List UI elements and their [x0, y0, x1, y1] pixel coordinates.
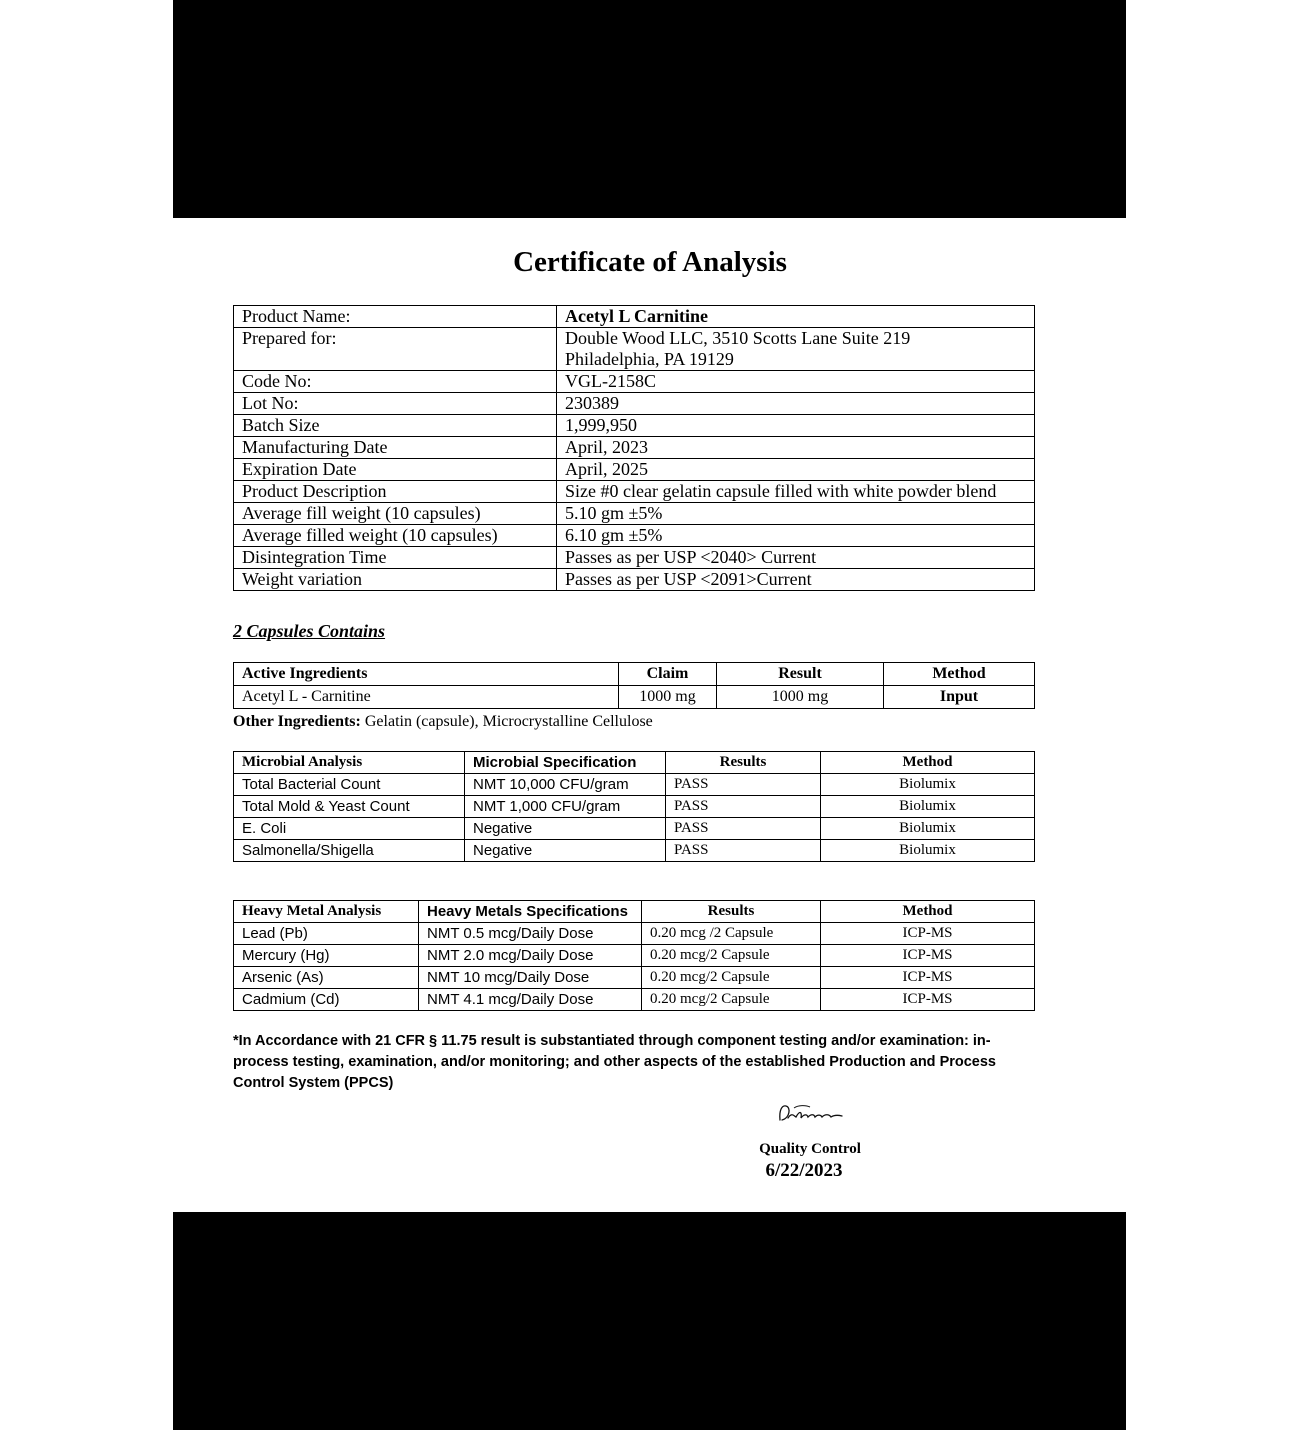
column-header: Method — [821, 752, 1035, 774]
info-label: Prepared for: — [234, 328, 557, 371]
info-value: 230389 — [557, 393, 1035, 415]
table-row — [234, 415, 1035, 437]
table-row — [234, 328, 1035, 371]
table-header-row — [234, 663, 1035, 686]
table-cell: Arsenic (As) — [234, 967, 419, 989]
table-cell: Mercury (Hg) — [234, 945, 419, 967]
table-cell: 0.20 mcg /2 Capsule — [642, 923, 821, 945]
address-line-2: Philadelphia, PA 19129 — [565, 349, 734, 369]
info-value: April, 2023 — [557, 437, 1035, 459]
info-label: Average fill weight (10 capsules) — [234, 503, 557, 525]
table-cell: 0.20 mcg/2 Capsule — [642, 989, 821, 1011]
table-cell: 0.20 mcg/2 Capsule — [642, 945, 821, 967]
info-value: VGL-2158C — [557, 371, 1035, 393]
info-value: Passes as per USP <2040> Current — [557, 547, 1035, 569]
table-cell: 0.20 mcg/2 Capsule — [642, 967, 821, 989]
table-cell: Input — [884, 686, 1035, 709]
table-row — [234, 967, 1035, 989]
table-cell: 1000 mg — [619, 686, 717, 709]
column-header: Active Ingredients — [234, 663, 619, 686]
signature-role: Quality Control — [759, 1141, 861, 1157]
info-label: Expiration Date — [234, 459, 557, 481]
compliance-footnote: *In Accordance with 21 CFR § 11.75 result is substantiated through component testing and/or examination: in-process testing, examination, and/or monitoring; and other aspects of the established Production and Process Control System (PPCS) — [233, 1033, 996, 1091]
heavy-metal-analysis-table — [233, 900, 1035, 1011]
table-row — [234, 945, 1035, 967]
table-row — [234, 371, 1035, 393]
document-title: Certificate of Analysis — [513, 246, 787, 278]
table-cell: NMT 10,000 CFU/gram — [465, 774, 666, 796]
other-ingredients — [233, 713, 653, 731]
table-row — [234, 840, 1035, 862]
info-value: Passes as per USP <2091>Current — [557, 569, 1035, 591]
column-header: Method — [821, 901, 1035, 923]
info-value: 1,999,950 — [557, 415, 1035, 437]
microbial-analysis-table — [233, 751, 1035, 862]
section-heading: 2 Capsules Contains — [233, 621, 386, 641]
info-label: Manufacturing Date — [234, 437, 557, 459]
info-label: Product Name: — [234, 306, 557, 328]
info-label: Disintegration Time — [234, 547, 557, 569]
column-header: Results — [666, 752, 821, 774]
table-cell: PASS — [666, 840, 821, 862]
table-header-row — [234, 901, 1035, 923]
table-row — [234, 818, 1035, 840]
other-ingredients-label: Other Ingredients: — [233, 713, 361, 730]
table-cell: Acetyl L - Carnitine — [234, 686, 619, 709]
table-cell: NMT 2.0 mcg/Daily Dose — [419, 945, 642, 967]
table-row — [234, 437, 1035, 459]
table-row — [234, 547, 1035, 569]
info-value — [557, 328, 1035, 371]
table-cell: E. Coli — [234, 818, 465, 840]
info-label: Code No: — [234, 371, 557, 393]
bottom-black-bar — [173, 1212, 1126, 1430]
other-ingredients-value: Gelatin (capsule), Microcrystalline Cellulose — [360, 713, 653, 730]
table-cell: Biolumix — [821, 774, 1035, 796]
info-label: Weight variation — [234, 569, 557, 591]
table-row — [234, 569, 1035, 591]
top-black-bar — [173, 0, 1126, 218]
table-cell: Salmonella/Shigella — [234, 840, 465, 862]
info-label: Batch Size — [234, 415, 557, 437]
table-cell: NMT 1,000 CFU/gram — [465, 796, 666, 818]
table-cell: ICP-MS — [821, 989, 1035, 1011]
table-cell: NMT 4.1 mcg/Daily Dose — [419, 989, 642, 1011]
column-header: Result — [717, 663, 884, 686]
signature-image — [776, 1100, 848, 1124]
table-cell: Negative — [465, 818, 666, 840]
info-label: Product Description — [234, 481, 557, 503]
table-cell: Biolumix — [821, 840, 1035, 862]
info-label: Lot No: — [234, 393, 557, 415]
table-row — [234, 306, 1035, 328]
table-row — [234, 393, 1035, 415]
table-row — [234, 481, 1035, 503]
signature-date: 6/22/2023 — [765, 1160, 843, 1181]
info-value: April, 2025 — [557, 459, 1035, 481]
info-label: Average filled weight (10 capsules) — [234, 525, 557, 547]
table-cell: Total Bacterial Count — [234, 774, 465, 796]
table-cell: Biolumix — [821, 796, 1035, 818]
column-header: Heavy Metal Analysis — [234, 901, 419, 923]
table-cell: NMT 0.5 mcg/Daily Dose — [419, 923, 642, 945]
column-header: Claim — [619, 663, 717, 686]
address-line-1: Double Wood LLC, 3510 Scotts Lane Suite 219 — [565, 328, 911, 348]
table-cell: ICP-MS — [821, 923, 1035, 945]
column-header: Microbial Specification — [465, 752, 666, 774]
table-cell: NMT 10 mcg/Daily Dose — [419, 967, 642, 989]
table-cell: 1000 mg — [717, 686, 884, 709]
table-row — [234, 923, 1035, 945]
table-row — [234, 459, 1035, 481]
product-name-value: Acetyl L Carnitine — [557, 306, 1035, 328]
info-value: 6.10 gm ±5% — [557, 525, 1035, 547]
table-cell: PASS — [666, 796, 821, 818]
product-info-table — [233, 305, 1035, 591]
info-value: Size #0 clear gelatin capsule filled with white powder blend — [557, 481, 1035, 503]
table-cell: Lead (Pb) — [234, 923, 419, 945]
table-cell: Total Mold & Yeast Count — [234, 796, 465, 818]
table-cell: Negative — [465, 840, 666, 862]
table-cell: Biolumix — [821, 818, 1035, 840]
column-header: Results — [642, 901, 821, 923]
table-row — [234, 796, 1035, 818]
table-header-row — [234, 752, 1035, 774]
info-value: 5.10 gm ±5% — [557, 503, 1035, 525]
table-row — [234, 525, 1035, 547]
table-cell: PASS — [666, 818, 821, 840]
table-cell: ICP-MS — [821, 945, 1035, 967]
table-row — [234, 686, 1035, 709]
table-row — [234, 989, 1035, 1011]
table-cell: Cadmium (Cd) — [234, 989, 419, 1011]
active-ingredients-table — [233, 662, 1035, 709]
column-header: Microbial Analysis — [234, 752, 465, 774]
table-row — [234, 503, 1035, 525]
column-header: Heavy Metals Specifications — [419, 901, 642, 923]
table-row — [234, 774, 1035, 796]
column-header: Method — [884, 663, 1035, 686]
table-cell: ICP-MS — [821, 967, 1035, 989]
table-cell: PASS — [666, 774, 821, 796]
